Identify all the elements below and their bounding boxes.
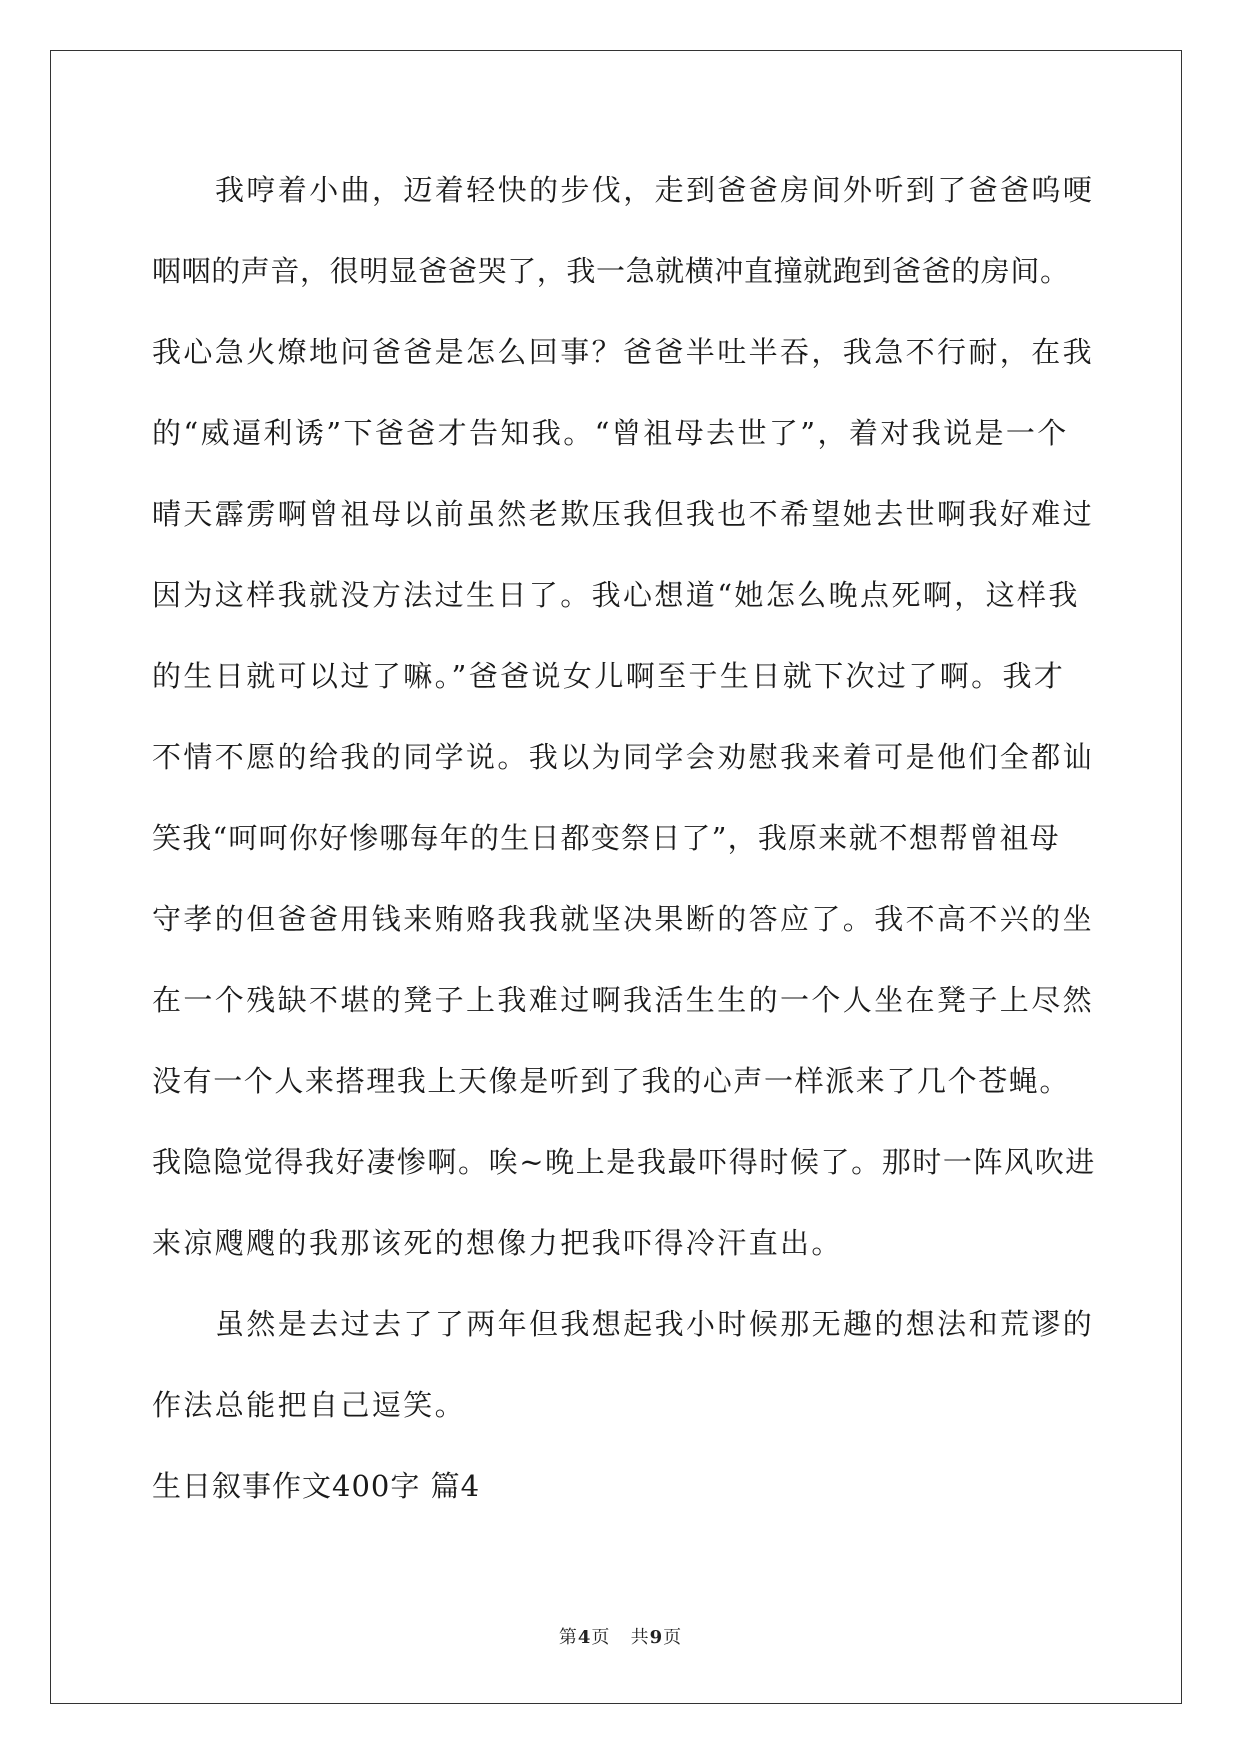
text-line: 不情不愿的给我的同学说。我以为同学会劝慰我来着可是他们全都讪 [152, 740, 1095, 774]
paragraph-1 [152, 158, 1096, 1292]
text-line: 的“威逼利诱”下爸爸才告知我。“曾祖母去世了”，着对我说是一个 [152, 416, 1069, 450]
text-line: 笑我“呵呵你好惨哪每年的生日都变祭日了”，我原来就不想帮曾祖母 [152, 821, 1060, 855]
text-line: 晴天霹雳啊曾祖母以前虽然老欺压我但我也不希望她去世啊我好难过 [152, 497, 1095, 531]
text-line: 虽然是去过去了了两年但我想起我小时候那无趣的想法和荒谬的 [215, 1307, 1095, 1341]
total-page-count: 9 [649, 1627, 664, 1648]
page-number-suffix: 页 [591, 1627, 611, 1648]
document-body [152, 158, 1096, 1535]
text-line: 没有一个人来搭理我上天像是听到了我的心声一样派来了几个苍蝇。 [152, 1064, 1071, 1098]
paragraph-2 [152, 1292, 1095, 1454]
text-line: 来凉飕飕的我那该死的想像力把我吓得冷汗直出。 [152, 1226, 843, 1260]
text-line: 我哼着小曲，迈着轻快的步伐，走到爸爸房间外听到了爸爸呜哽 [215, 173, 1095, 207]
total-pages-prefix: 共 [630, 1627, 650, 1648]
text-line: 在一个残缺不堪的凳子上我难过啊我活生生的一个人坐在凳子上尽然 [152, 983, 1095, 1017]
text-line: 咽咽的声音，很明显爸爸哭了，我一急就横冲直撞就跑到爸爸的房间。 [152, 254, 1070, 288]
text-line: 因为这样我就没方法过生日了。我心想道“她怎么晚点死啊，这样我 [152, 578, 1080, 612]
total-pages-suffix: 页 [663, 1627, 683, 1648]
text-line: 作法总能把自己逗笑。 [152, 1388, 467, 1422]
text-line: 的生日就可以过了嘛。”爸爸说女儿啊至于生日就下次过了啊。我才 [152, 659, 1066, 693]
section-heading: 生日叙事作文400字 篇4 [152, 1469, 481, 1503]
text-line: 我隐隐觉得我好凄惨啊。唉~晚上是我最吓得时候了。那时一阵风吹进 [152, 1145, 1096, 1179]
text-line: 我心急火燎地问爸爸是怎么回事？爸爸半吐半吞，我急不行耐，在我 [152, 335, 1095, 369]
page-number-prefix: 第 [558, 1627, 578, 1648]
page-footer [0, 1623, 1241, 1649]
current-page-number: 4 [577, 1627, 592, 1648]
text-line: 守孝的但爸爸用钱来贿赂我我就坚决果断的答应了。我不高不兴的坐 [152, 902, 1095, 936]
